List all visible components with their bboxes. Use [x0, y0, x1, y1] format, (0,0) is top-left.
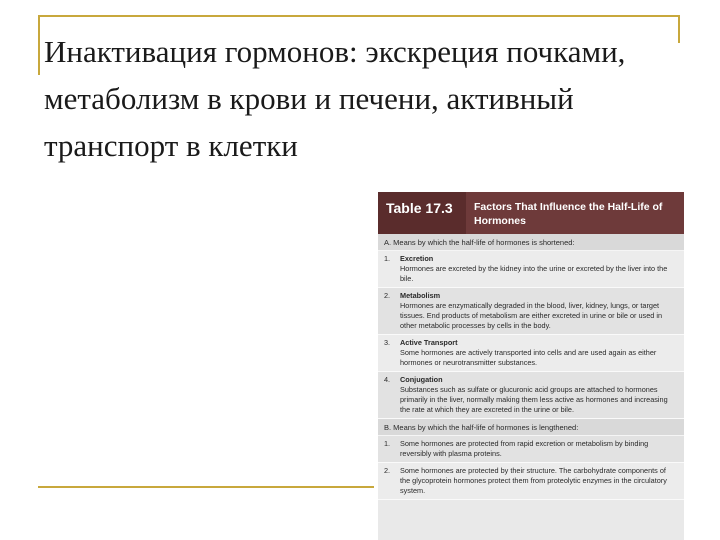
table-row: [378, 372, 684, 419]
item-number: 1.: [384, 254, 391, 263]
table-row: [378, 436, 684, 463]
item-number: 4.: [384, 375, 391, 384]
slide-title: Инактивация гормонов: экскреция почками, метаболизм в крови и печени, активный транспорт в клетки: [44, 34, 626, 163]
item-title: Conjugation: [400, 375, 443, 384]
item-number: 2.: [384, 291, 391, 300]
item-text: Hormones are excreted by the kidney into the urine or excreted by the liver into the bile.: [400, 264, 668, 283]
item-title: Active Transport: [400, 338, 458, 347]
item-text: Hormones are enzymatically degraded in the blood, liver, kidney, lungs, or target tissues. End products of metabolism are either excreted in urine or bile or used in other metabolic processes by cells in the body.: [400, 301, 663, 330]
item-text: Substances such as sulfate or glucuronic acid groups are attached to hormones primarily in the liver, normally making them less active as hormones and increasing the rate at which they are excreted in the urine or bile.: [400, 385, 668, 414]
table-row: [378, 288, 684, 335]
item-text: Some hormones are protected from rapid excretion or metabolism by binding reversibly with plasma proteins.: [400, 439, 649, 458]
table-row: [378, 251, 684, 288]
item-title: Excretion: [400, 254, 434, 263]
item-title: Metabolism: [400, 291, 441, 300]
table-row: [378, 335, 684, 372]
item-number: 3.: [384, 338, 391, 347]
table-caption: Factors That Influence the Half-Life of Hormones: [474, 201, 663, 227]
table-header: [378, 192, 684, 234]
decorative-top-line: [38, 15, 680, 17]
table-number: Table 17.3: [378, 192, 466, 234]
item-number: 2.: [384, 466, 391, 475]
section-a-heading: A. Means by which the half-life of hormones is shortened:: [378, 234, 684, 251]
decorative-bottom-line: [38, 486, 374, 488]
table-row: [378, 463, 684, 500]
item-number: 1.: [384, 439, 391, 448]
section-b-heading: B. Means by which the half-life of hormones is lengthened:: [378, 419, 684, 436]
item-text: Some hormones are actively transported into cells and are used again as either hormones or neurotransmitter substances.: [400, 348, 657, 367]
item-text: Some hormones are protected by their structure. The carbohydrate components of the glycoprotein hormones protect them from proteolytic enzymes in the circulatory system.: [400, 466, 667, 495]
hormone-half-life-table: [378, 192, 684, 540]
decorative-left-line: [38, 15, 40, 75]
